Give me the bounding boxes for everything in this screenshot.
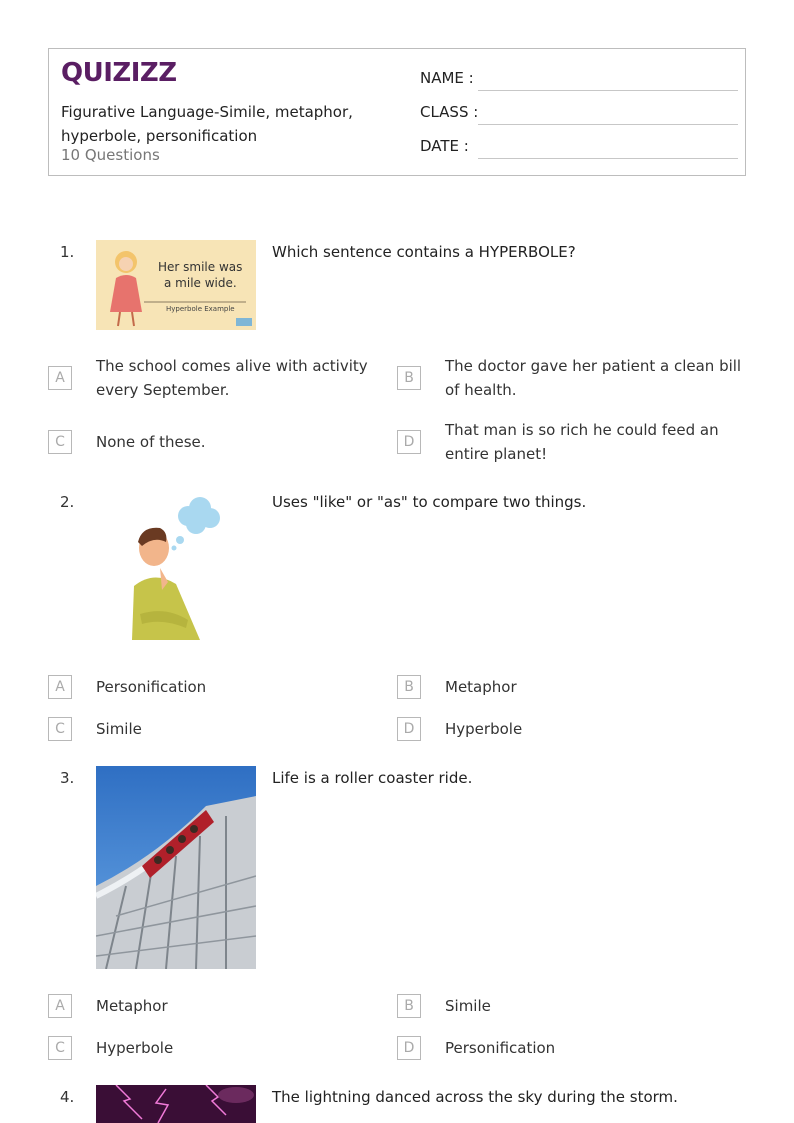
q3-option-d-box[interactable]: D (397, 1036, 421, 1060)
question-3-text: Life is a roller coaster ride. (272, 769, 473, 787)
date-field[interactable] (420, 135, 736, 159)
q3-option-b-box[interactable]: B (397, 994, 421, 1018)
q2-option-a-box[interactable]: A (48, 675, 72, 699)
q2-option-d-box[interactable]: D (397, 717, 421, 741)
q3-option-a-box[interactable]: A (48, 994, 72, 1018)
class-label: CLASS : (420, 103, 479, 121)
worksheet-header (48, 48, 746, 176)
q1-option-c-box[interactable]: C (48, 430, 72, 454)
q1-option-a-box[interactable]: A (48, 366, 72, 390)
q3-option-c-text: Hyperbole (96, 1039, 174, 1057)
q3-option-b-text: Simile (445, 997, 491, 1015)
q1-option-c-text: None of these. (96, 433, 206, 451)
lightning-storm-image (96, 1085, 256, 1123)
q2-option-c-text: Simile (96, 720, 142, 738)
question-2-image (96, 496, 256, 642)
roller-coaster-image (96, 766, 256, 969)
thinking-man-image (96, 496, 256, 642)
question-1-number: 1. (60, 243, 75, 261)
q1-option-d-box[interactable]: D (397, 430, 421, 454)
class-field[interactable] (420, 101, 736, 125)
worksheet-title: Figurative Language-Simile, metaphor, hyperbole, personification (61, 103, 353, 145)
question-3-image (96, 766, 256, 969)
question-1-text: Which sentence contains a HYPERBOLE? (272, 243, 576, 261)
question-4-image (96, 1085, 256, 1123)
question-1-image (96, 240, 256, 330)
q2-option-a-text: Personification (96, 678, 207, 696)
quizizz-logo: QUIZIZZ (61, 58, 177, 88)
q1-option-d-text: That man is so rich he could feed an entire planet! (445, 421, 719, 463)
question-2-number: 2. (60, 493, 75, 511)
q2-option-c-box[interactable]: C (48, 717, 72, 741)
q2-option-d-text: Hyperbole (445, 720, 523, 738)
q3-option-a-text: Metaphor (96, 997, 168, 1015)
q1-image-caption-2: a mile wide. (164, 276, 237, 290)
q3-option-c-box[interactable]: C (48, 1036, 72, 1060)
q1-option-a-text: The school comes alive with activity every September. (96, 357, 368, 399)
date-line[interactable] (478, 158, 738, 159)
question-3-number: 3. (60, 769, 75, 787)
name-line[interactable] (478, 90, 738, 91)
name-label: NAME : (420, 69, 474, 87)
q2-option-b-text: Metaphor (445, 678, 517, 696)
q3-option-d-text: Personification (445, 1039, 556, 1057)
q2-option-b-box[interactable]: B (397, 675, 421, 699)
q1-image-caption-1: Her smile was (158, 260, 243, 274)
q1-option-b-box[interactable]: B (397, 366, 421, 390)
question-4-number: 4. (60, 1088, 75, 1106)
question-4-text: The lightning danced across the sky during the storm. (272, 1088, 678, 1106)
name-field[interactable] (420, 67, 736, 91)
question-2-text: Uses "like" or "as" to compare two things. (272, 493, 587, 511)
q1-image-caption-small: Hyperbole Example (166, 305, 235, 313)
q1-option-b-text: The doctor gave her patient a clean bill of health. (445, 357, 742, 399)
class-line[interactable] (478, 124, 738, 125)
question-count: 10 Questions (61, 146, 160, 164)
date-label: DATE : (420, 137, 469, 155)
hyperbole-cartoon-image (96, 240, 256, 330)
